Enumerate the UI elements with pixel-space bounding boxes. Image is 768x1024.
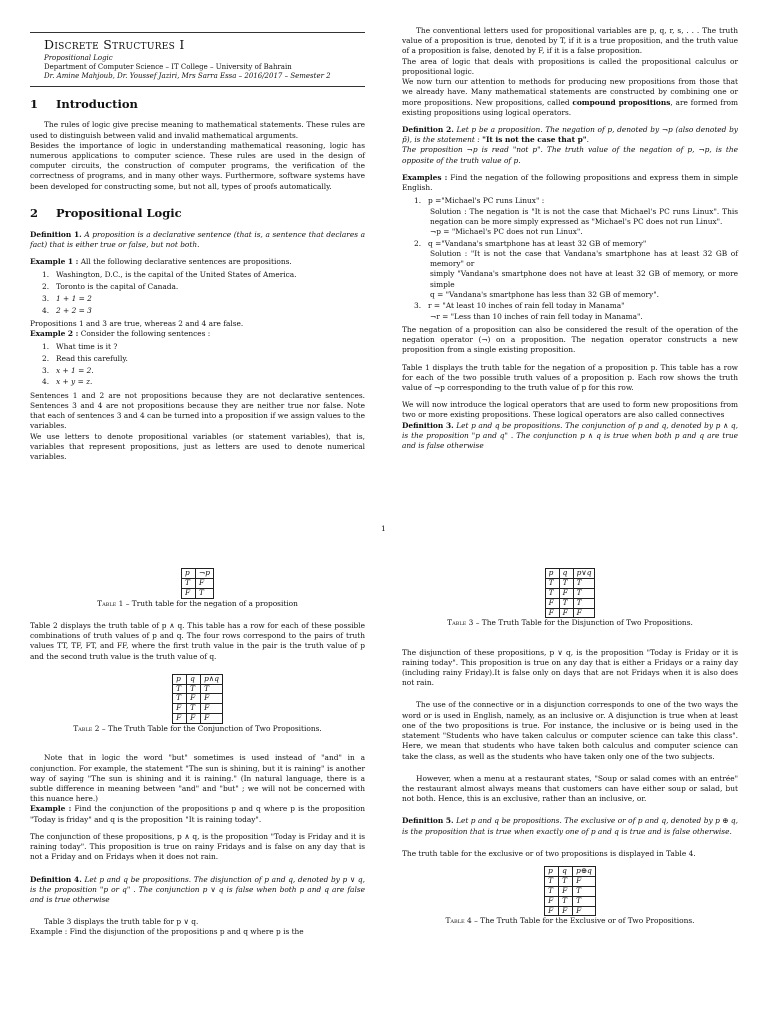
table-cell: T (573, 886, 596, 896)
table-cell: p (545, 867, 559, 877)
list-item: 1. Washington, D.C., is the capital of the United States of America. (42, 270, 297, 280)
table-cell: F (545, 598, 559, 608)
section-heading-introduction: 1 Introduction (30, 96, 138, 111)
truth-table-exclusive-or (544, 866, 596, 916)
table-cell: F (573, 906, 596, 916)
table-row (173, 714, 223, 724)
table-row (545, 896, 596, 906)
definition-4: Definition 4. Let p and q be propositions. The disjunction of p and q, denoted by p ∨ q, is the proposition "p or q" . The conjunction p ∨ q is false when both p and q are false and is true otherwise (30, 874, 365, 904)
variables-paragraph: We use letters to denote propositional variables (or statement variables), that is, variables that represent propositions, just as letters are used to denote numerical variables. (30, 431, 365, 461)
negation-examples: Examples : Find the negation of the following propositions and express them in simple English. (402, 172, 738, 193)
table-cell: p⊕q (573, 867, 596, 877)
definition-5: Definition 5. Let p and q be propositions. The exclusive or of p and q, denoted by p ⊕ q, is the proposition that is true when exactly one of p and q is true and is false otherwise. (402, 816, 739, 836)
example-1-list (42, 270, 365, 315)
conventional-letters-paragraph: The conventional letters used for propositional variables are p, q, r, s, . . . The truth value of a proposition is true, denoted by T, if it is a true proposition, and the truth value of a proposition is false, denoted by F, if it is a false proposition. (402, 26, 738, 56)
table-cell: q (187, 674, 201, 684)
table-row (545, 598, 595, 608)
propositional-calculus-paragraph: The area of logic that deals with propositions is called the propositional calculus or propositional logic. (402, 56, 738, 76)
table-cell: T (545, 876, 559, 886)
table-cell: p (173, 674, 187, 684)
table-cell: q (559, 569, 573, 579)
table-1-caption: Table 1 – Truth table for the negation of a proposition (97, 598, 298, 608)
table-4-caption: Table 4 – The Truth Table for the Exclusive or of Two Propositions. (445, 916, 695, 926)
right-column-bottom (402, 568, 738, 927)
department-line: Department of Computer Science – IT College – University of Bahrain (44, 63, 292, 72)
table-row (545, 886, 596, 896)
definition-2: Definition 2. Let p be a proposition. The negation of p, denoted by ¬p (also denoted by p̄), is the statement : "It is not the case that p". (402, 124, 738, 145)
table-row (182, 588, 214, 598)
table-cell: T (173, 684, 187, 694)
section-heading-propositional-logic: 2 Propositional Logic (30, 205, 182, 220)
table-cell: ¬p (196, 569, 214, 579)
negation-operator-paragraph: The negation of a proposition can also be considered the result of the operation of the negation operator (¬) on a proposition. The negation operator constructs a new proposition from a single existing proposition. (402, 324, 738, 355)
document-header (30, 32, 365, 87)
table-cell: p∨q (573, 569, 595, 579)
negation-examples-list (414, 196, 738, 322)
table-cell: F (201, 704, 223, 714)
table-cell: T (187, 704, 201, 714)
table-2-intro: Table 2 displays the truth table of p ∧ q. This table has a row for each of these possible combinations of truth values of p and q. The four rows correspond to the pairs of truth values TT, TF, FT, and FF, where the first truth value in the pair is the truth value of p and the second truth value is the truth value of q. (30, 620, 365, 661)
table-2-caption: Table 2 – The Truth Table for the Conjunction of Two Propositions. (73, 724, 322, 734)
left-column-top (30, 32, 365, 462)
table-cell: T (196, 588, 214, 598)
list-item: 3. 1 + 1 = 2 (42, 293, 92, 303)
definition-3: Definition 3. Let p and q be propositions. The conjunction of p and q, denoted by p ∧ q, is the proposition "p and q" . The conjunction p ∧ q is true when both p and q are true and is false otherwise (402, 420, 738, 451)
table-cell: T (187, 684, 201, 694)
table-row (545, 588, 595, 598)
document-title: Discrete Structures I (44, 37, 185, 52)
intro-paragraph-1: The rules of logic give precise meaning to mathematical statements. These rules are used to distinguish between valid and invalid mathematical arguments. (30, 120, 365, 140)
right-column-top (402, 26, 738, 451)
table-cell: T (559, 598, 573, 608)
intro-paragraph-2: Besides the importance of logic in understanding mathematical reasoning, logic has numerous applications to computer science. These rules are used in the design of computer circuits, the construction of computer programs, the verification of the correctness of programs, and in many other ways. Furthermore, software systems have been developed for constructing some, but not all, types of proofs automatically. (30, 140, 365, 191)
table-cell: F (559, 608, 573, 618)
table-row (545, 876, 596, 886)
disjunction-example-cut: Example : Find the disjunction of the propositions p and q where p is the (30, 927, 304, 937)
list-item: 4. 2 + 2 = 3 (42, 305, 92, 315)
table-cell: q (559, 867, 573, 877)
table-cell: T (173, 694, 187, 704)
table-cell: T (573, 588, 595, 598)
table-cell: T (559, 876, 573, 886)
table-3-reference: Table 3 displays the truth table for p ∨ q. (44, 917, 199, 927)
table-cell: F (573, 608, 595, 618)
table-4-reference: The truth table for the exclusive or of two propositions is displayed in Table 4. (402, 848, 696, 858)
list-item: 3. x + 1 = 2. (42, 365, 94, 375)
table-cell: F (196, 578, 214, 588)
list-item: 1. p ="Michael's PC runs Linux" : Solution : The negation is "It is not the case that Michael's PC runs Linux". This negation can be more simply expressed as "Michael's PC does not run Linux". ¬p = "Michael's PC does not run Linux". (414, 196, 738, 236)
definition-2-note: The proposition ¬p is read "not p". The truth value of the negation of p, ¬p, is the opposite of the truth value of p. (402, 145, 738, 165)
table-cell: F (173, 704, 187, 714)
example-2-list (42, 342, 365, 387)
table-row (182, 578, 214, 588)
list-item: 3. r = "At least 10 inches of rain fell today in Manama" ¬r = "Less than 10 inches of rain fell today in Manama". (414, 301, 643, 321)
table-1-description: Table 1 displays the truth table for the negation of a proposition p. This table has a row for each of the two possible truth values of a proposition p. Each row shows the truth value of ¬p corresponding to the truth value of p for this row. (402, 362, 738, 392)
conjunction-explanation: The conjunction of these propositions, p ∧ q, is the proposition "Today is Friday and it is raining today". This proposition is true on rainy Fridays and is false on any day that is not a Friday and on Fridays when it does not rain. (30, 831, 365, 862)
authors-line: Dr. Amine Mahjoub, Dr. Youssef Jaziri, Mrs Sarra Essa – 2016/2017 – Semester 2 (44, 72, 331, 81)
table-cell: T (201, 684, 223, 694)
example-2-note: Sentences 1 and 2 are not propositions because they are not declarative sentences. Sentences 3 and 4 are not propositions because they are neither true nor false. Note that each of sentences 3 and 4 can be turned into a proposition if we assign values to the variables. (30, 390, 366, 431)
table-cell: F (559, 886, 573, 896)
page-number: 1 (381, 524, 386, 533)
example-2: Example 2 : Consider the following sentences : (30, 329, 211, 339)
table-cell: F (545, 896, 559, 906)
table-cell: p (545, 569, 559, 579)
compound-propositions-paragraph: We now turn our attention to methods for producing new propositions from those that we already have. Many mathematical statements are constructed by combining one or more propositions. New propositions, called compound propositions, are formed from existing propositions using logical operators. (402, 77, 738, 117)
table-row (545, 578, 595, 588)
left-column-bottom (30, 568, 365, 938)
table-cell: T (573, 598, 595, 608)
table-cell: T (182, 578, 196, 588)
table-cell: F (187, 694, 201, 704)
table-cell: T (545, 886, 559, 896)
truth-table-disjunction (545, 568, 596, 618)
table-cell: T (573, 896, 596, 906)
disjunction-explanation: The disjunction of these propositions, p ∨ q, is the proposition "Today is Friday or it is raining today". This proposition is true on any day that is either a Fridays or a rainy day (including rainy Friday).It is false only on days that are not Fridays when it is also does not rain. (402, 647, 738, 688)
table-row (545, 906, 596, 916)
truth-table-conjunction (172, 674, 223, 724)
list-item: 1. What time is it ? (42, 342, 118, 352)
table-cell: F (559, 588, 573, 598)
inclusive-or-paragraph: The use of the connective or in a disjunction corresponds to one of the two ways the word or is used in English, namely, as an inclusive or. A disjunction is true when at least one of the two propositions is true. For instance, the inclusive or is being used in the statement "Students who have taken calculus or computer science can take this class". Here, we mean that students who have taken both calculus and computer science can take the class, as well as the students who have taken only one of the two subjects. (402, 700, 738, 761)
conjunction-example: Example : Find the conjunction of the propositions p and q where p is the proposition "Today is friday" and q is the proposition "It is raining today". (30, 804, 365, 824)
list-item: 2. Toronto is the capital of Canada. (42, 282, 179, 292)
list-item: 2. q ="Vandana's smartphone has at least 32 GB of memory" Solution : "It is not the case that Vandana's smartphone has at least 32 GB of memory" or simply "Vandana's smartphone does not have at least 32 GB of memory, or more simple q = "Vandana's smartphone has less than 32 GB of memory". (414, 238, 738, 299)
table-row (545, 608, 595, 618)
document-subtitle: Propositional Logic (44, 54, 113, 63)
list-item: 4. x + y = z. (42, 377, 93, 387)
example-1: Example 1 : All the following declarative sentences are propositions. (30, 257, 292, 267)
table-cell: T (559, 896, 573, 906)
table-cell: T (545, 588, 559, 598)
table-cell: p∧q (201, 674, 223, 684)
menu-example-paragraph: However, when a menu at a restaurant states, "Soup or salad comes with an entrée" the restaurant almost always means that customers can have either soup or salad, but not both. Hence, this is an exclusive, rather than an inclusive, or. (402, 773, 738, 804)
example-1-note: Propositions 1 and 3 are true, whereas 2 and 4 are false. (30, 318, 244, 328)
table-cell: F (201, 694, 223, 704)
truth-table-negation (181, 568, 214, 599)
table-cell: T (573, 578, 595, 588)
table-cell: F (173, 714, 187, 724)
table-cell: F (201, 714, 223, 724)
list-item: 2. Read this carefully. (42, 353, 128, 363)
table-cell: F (545, 906, 559, 916)
table-cell: p (182, 569, 196, 579)
table-cell: T (559, 578, 573, 588)
table-cell: F (182, 588, 196, 598)
table-cell: T (545, 578, 559, 588)
definition-1: Definition 1. A proposition is a declarative sentence (that is, a sentence that declares a fact) that is either true or false, but not both. (30, 229, 365, 249)
table-3-caption: Table 3 – The Truth Table for the Disjunction of Two Propositions. (447, 618, 693, 628)
connectives-paragraph: We will now introduce the logical operators that are used to form new propositions from two or more existing propositions. These logical operators are also called connectives (402, 400, 738, 420)
table-cell: F (545, 608, 559, 618)
table-cell: F (573, 876, 596, 886)
table-cell: F (559, 906, 573, 916)
table-cell: F (187, 714, 201, 724)
but-note-paragraph: Note that in logic the word "but" sometimes is used instead of "and" in a conjunction. For example, the statement "The sun is shining, but it is raining" is another way of saying "The sun is shining and it is raining." (In natural language, there is a subtle difference in meaning between "and" and "but" ; we will not be concerned with this nuance here.) (30, 753, 365, 804)
